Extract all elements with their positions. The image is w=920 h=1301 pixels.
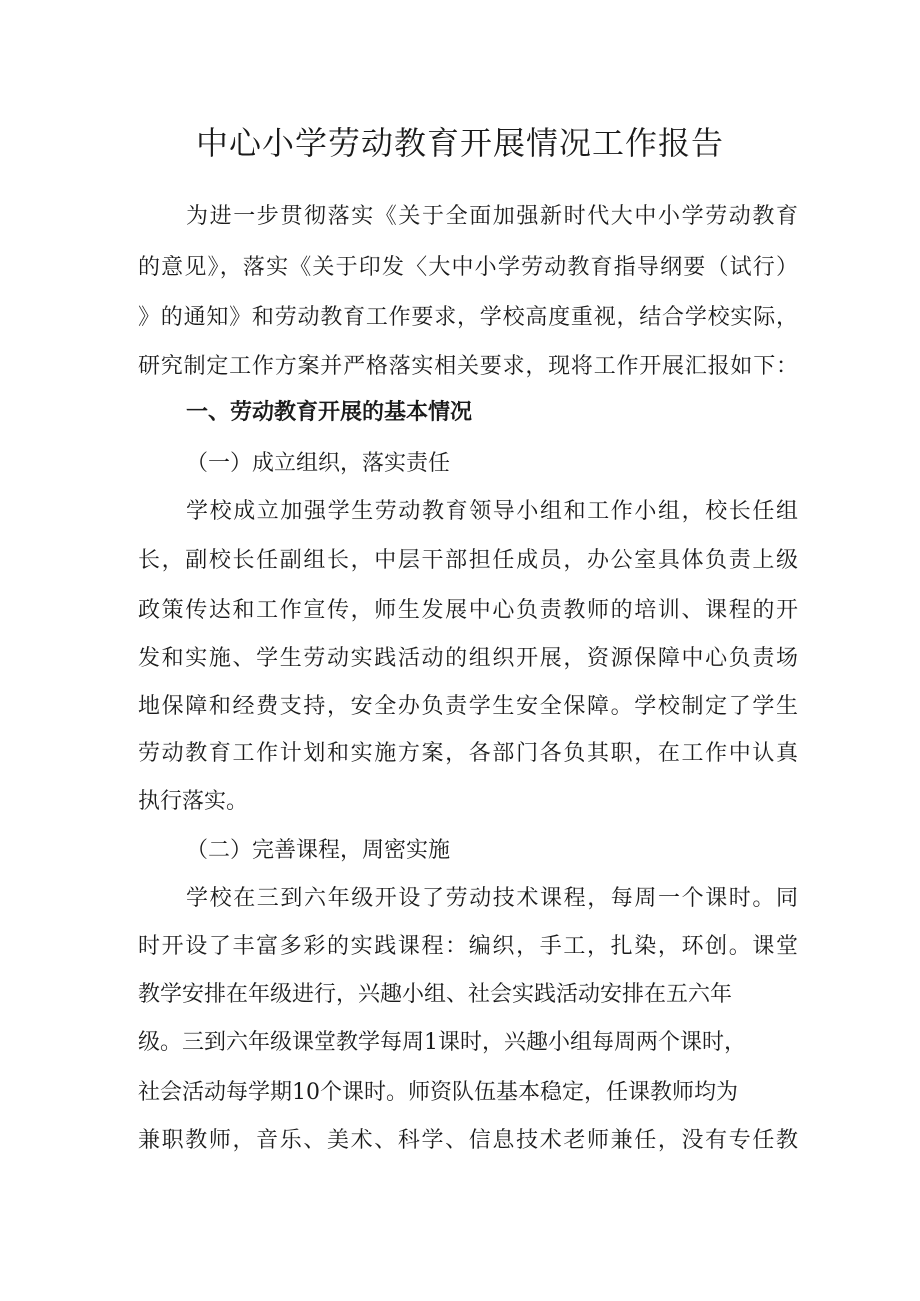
- document-title: 中心小学劳动教育开展情况工作报告: [195, 124, 724, 162]
- paragraph-line: 政策传达和工作宣传，师生发展中心负责教师的培训、课程的开: [138, 598, 798, 623]
- subsection-heading: （一）成立组织，落实责任: [186, 451, 451, 476]
- paragraph-line: 兼职教师，音乐、美术、科学、信息技术老师兼任，没有专任教: [138, 1128, 798, 1153]
- paragraph-line: 执行落实。: [138, 789, 249, 814]
- section-heading: 一、劳动教育开展的基本情况: [186, 400, 473, 425]
- paragraph-line: 劳动教育工作计划和实施方案，各部门各负其职，在工作中认真: [138, 741, 798, 766]
- paragraph-line: 学校在三到六年级开设了劳动技术课程，每周一个课时。同: [186, 886, 798, 911]
- intro-line: 为进一步贯彻落实《关于全面加强新时代大中小学劳动教育: [186, 204, 798, 229]
- intro-line: 研究制定工作方案并严格落实相关要求，现将工作开展汇报如下：: [138, 354, 798, 379]
- subsection-heading: （二）完善课程，周密实施: [186, 838, 451, 863]
- paragraph-line: 地保障和经费支持，安全办负责学生安全保障。学校制定了学生: [138, 694, 798, 719]
- paragraph-line: 时开设了丰富多彩的实践课程：编织，手工，扎染，环创。课堂: [138, 934, 798, 959]
- paragraph-line: 学校成立加强学生劳动教育领导小组和工作小组，校长任组: [186, 499, 798, 524]
- paragraph-line: 发和实施、学生劳动实践活动的组织开展，资源保障中心负责场: [138, 646, 798, 671]
- paragraph-line: 级。三到六年级课堂教学每周1课时，兴趣小组每周两个课时，: [138, 1030, 746, 1055]
- paragraph-line: 社会活动每学期10个课时。师资队伍基本稳定，任课教师均为: [138, 1080, 738, 1105]
- intro-line: 》的通知》和劳动教育工作要求，学校高度重视，结合学校实际，: [138, 305, 798, 330]
- paragraph-line: 长，副校长任副组长，中层干部担任成员，办公室具体负责上级: [138, 548, 798, 573]
- paragraph-line: 教学安排在年级进行，兴趣小组、社会实践活动安排在五六年: [138, 982, 733, 1007]
- intro-line: 的意见》，落实《关于印发〈大中小学劳动教育指导纲要（试行）: [138, 255, 798, 280]
